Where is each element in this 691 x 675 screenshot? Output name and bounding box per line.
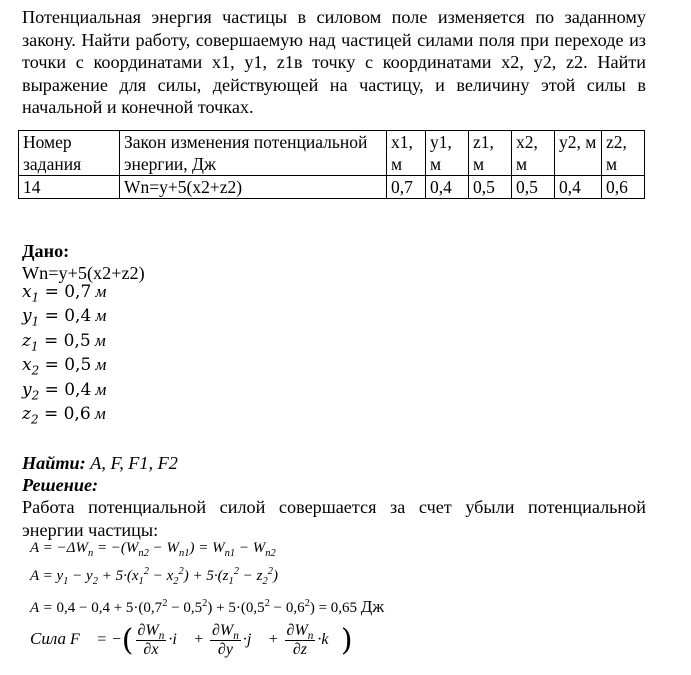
given-item [22,404,106,427]
table-cell: 0,6 [602,176,645,199]
header-cell: Закон изменения потенциальной энергии, Дж [120,131,387,176]
given-var: $y_2$ [22,380,40,403]
given-var: $x_2$ [22,355,40,378]
given-value: = 0,5 [38,331,91,351]
table-cell: 0,4 [555,176,602,199]
given-unit: м [91,306,107,325]
given-var: $z_2$ [22,404,39,427]
header-cell: y2, м [555,131,602,176]
table-header-row [19,131,645,176]
header-cell: y1, м [426,131,469,176]
solution-text: Работа потенциальной силой совершается за счет убыли потенциальной энергии частицы: [22,497,646,540]
given-value: = 0,6 [38,404,91,424]
formula-work-definition: $A = -\Delta W_n = -(W_{n2} - W_{n1}) = W_{n1} - W_{n2}$ [30,540,276,559]
given-value: = 0,5 [39,355,92,375]
header-cell: x1, м [387,131,426,176]
given-item [22,282,107,305]
table-row [19,176,645,199]
given-unit: м [91,380,107,399]
given-item [22,331,106,354]
given-item [22,355,107,378]
given-var: $x_1$ [22,282,40,305]
find-line [22,452,178,474]
header-cell: z1, м [469,131,512,176]
given-var: $y_1$ [22,306,40,329]
given-unit: м [91,355,107,374]
problem-statement [22,6,646,119]
given-var: $z_1$ [22,331,39,354]
table-cell: 0,7 [387,176,426,199]
result-value: 0,65 [330,600,358,616]
given-item [22,306,107,329]
given-value: = 0,4 [39,306,92,326]
header-cell: x2, м [512,131,555,176]
force-label: Сила [30,629,66,649]
given-unit: м [91,282,107,301]
table-cell: 0,4 [426,176,469,199]
find-value: A, F, F1, F2 [90,453,178,473]
header-cell: Номер задания [19,131,120,176]
find-label: Найти: [22,453,86,473]
task-table [18,130,645,199]
given-title: Дано: [22,241,70,261]
problem-text: Потенциальная энергия частицы в силовом поле изменяется по заданному закону. Найти работу, совершаемую над частицей силами поля при переходе из точки с координатами x1, y1, z1в точку с координатами x2, y2, z2. Найти выражение для силы, действующей на частицу, и величину этой силы в начальной и конечной точках. [22,7,646,118]
given-law: Wn=y+5(x2+z2) [22,263,145,283]
result-unit: Дж [360,597,385,616]
table-cell: 14 [19,176,120,199]
given-unit: м [90,404,106,423]
given-item [22,380,107,403]
table-cell: Wn=y+5(x2+z2) [120,176,387,199]
header-cell: z2, м [602,131,645,176]
given-value: = 0,7 [39,282,92,302]
table-cell: 0,5 [512,176,555,199]
solution-label: Решение: [22,475,99,495]
formula-work-expanded: $A = y_1 - y_2 + 5\cdot(x_1^2 - x_2^2) + 5\cdot(z_1^2 - z_2^2)$ [30,566,278,587]
formula-work-value: $A = 0,4 - 0,4 + 5\cdot(0,7^2 - 0,5^2) + 5\cdot(0,5^2 - 0,6^2) = 0,65$ Дж [30,597,385,616]
given-unit: м [90,331,106,350]
table-cell: 0,5 [469,176,512,199]
given-value: = 0,4 [39,380,92,400]
formula-force: Сила F⃗ = −( $\frac{\partial W_n}{\partial x}$ ·i⃗ + $\frac{\partial W_n}{\partial y}$ ·j⃗ + $\frac{\partial W_n}{\partial z}$ ·k⃗) [30,622,353,658]
